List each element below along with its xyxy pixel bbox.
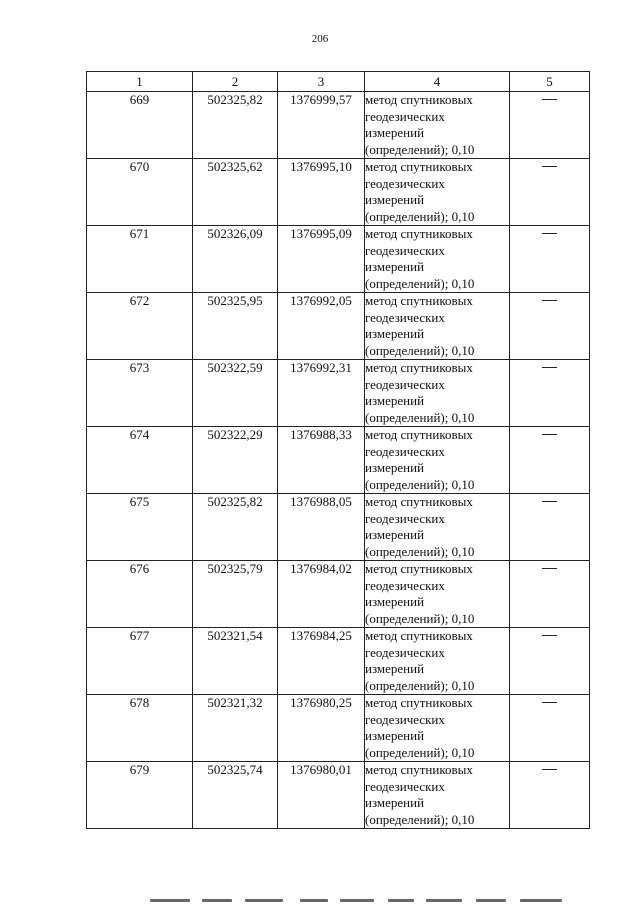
method-description-line: измерений bbox=[365, 527, 425, 542]
x-coordinate-cell: 502325,74 bbox=[193, 762, 278, 829]
method-description-cell bbox=[365, 561, 510, 628]
dash-mark bbox=[542, 300, 557, 301]
note-cell bbox=[510, 360, 590, 427]
method-description-line: геодезических bbox=[365, 175, 445, 191]
table-row bbox=[87, 695, 590, 762]
y-coordinate-cell: 1376995,09 bbox=[278, 226, 365, 293]
dash-mark bbox=[542, 434, 557, 435]
method-description-line: (определений); 0,10 bbox=[365, 141, 475, 157]
method-description-line: метод спутниковых bbox=[365, 427, 473, 442]
method-description-cell bbox=[365, 293, 510, 360]
method-description-line: метод спутниковых bbox=[365, 226, 473, 241]
method-description-line: (определений); 0,10 bbox=[365, 342, 475, 358]
point-number-cell: 675 bbox=[87, 494, 193, 561]
coordinates-table bbox=[86, 71, 590, 829]
note-cell bbox=[510, 427, 590, 494]
method-description-line: измерений bbox=[365, 393, 425, 408]
method-description-line: (определений); 0,10 bbox=[365, 610, 475, 626]
method-description-line: геодезических bbox=[365, 242, 445, 258]
note-cell bbox=[510, 92, 590, 159]
method-description-line: (определений); 0,10 bbox=[365, 744, 475, 760]
table-row bbox=[87, 494, 590, 561]
x-coordinate-cell: 502325,79 bbox=[193, 561, 278, 628]
method-description-line: измерений bbox=[365, 460, 425, 475]
y-coordinate-cell: 1376995,10 bbox=[278, 159, 365, 226]
method-description-line: измерений bbox=[365, 259, 425, 274]
point-number-cell: 673 bbox=[87, 360, 193, 427]
method-description-line: метод спутниковых bbox=[365, 293, 473, 308]
method-description-line: геодезических bbox=[365, 510, 445, 526]
method-description-line: метод спутниковых bbox=[365, 762, 473, 777]
method-description-line: измерений bbox=[365, 795, 425, 810]
method-description-line: геодезических bbox=[365, 443, 445, 459]
table-row bbox=[87, 293, 590, 360]
point-number-cell: 678 bbox=[87, 695, 193, 762]
method-description-cell bbox=[365, 427, 510, 494]
dash-mark bbox=[542, 166, 557, 167]
table-row bbox=[87, 92, 590, 159]
y-coordinate-cell: 1376984,02 bbox=[278, 561, 365, 628]
point-number-cell: 671 bbox=[87, 226, 193, 293]
table-row bbox=[87, 628, 590, 695]
y-coordinate-cell: 1376980,25 bbox=[278, 695, 365, 762]
table-header-row bbox=[87, 72, 590, 92]
method-description-line: (определений); 0,10 bbox=[365, 476, 475, 492]
table-row bbox=[87, 226, 590, 293]
note-cell bbox=[510, 695, 590, 762]
method-description-line: геодезических bbox=[365, 577, 445, 593]
table-row bbox=[87, 762, 590, 829]
note-cell bbox=[510, 561, 590, 628]
method-description-cell bbox=[365, 226, 510, 293]
method-description-line: (определений); 0,10 bbox=[365, 409, 475, 425]
method-description-line: геодезических bbox=[365, 778, 445, 794]
method-description-line: метод спутниковых bbox=[365, 494, 473, 509]
table-row bbox=[87, 159, 590, 226]
column-header-4: 4 bbox=[365, 72, 510, 92]
x-coordinate-cell: 502321,32 bbox=[193, 695, 278, 762]
dash-mark bbox=[542, 233, 557, 234]
point-number-cell: 677 bbox=[87, 628, 193, 695]
point-number-cell: 679 bbox=[87, 762, 193, 829]
dash-mark bbox=[542, 367, 557, 368]
method-description-line: (определений); 0,10 bbox=[365, 208, 475, 224]
method-description-cell bbox=[365, 159, 510, 226]
method-description-line: измерений bbox=[365, 326, 425, 341]
point-number-cell: 676 bbox=[87, 561, 193, 628]
note-cell bbox=[510, 762, 590, 829]
x-coordinate-cell: 502326,09 bbox=[193, 226, 278, 293]
method-description-line: (определений); 0,10 bbox=[365, 275, 475, 291]
y-coordinate-cell: 1376988,05 bbox=[278, 494, 365, 561]
scan-artifact bbox=[150, 899, 590, 904]
method-description-line: метод спутниковых bbox=[365, 159, 473, 174]
note-cell bbox=[510, 226, 590, 293]
dash-mark bbox=[542, 501, 557, 502]
y-coordinate-cell: 1376992,05 bbox=[278, 293, 365, 360]
method-description-line: геодезических bbox=[365, 108, 445, 124]
y-coordinate-cell: 1376984,25 bbox=[278, 628, 365, 695]
column-header-1: 1 bbox=[87, 72, 193, 92]
x-coordinate-cell: 502325,62 bbox=[193, 159, 278, 226]
method-description-line: измерений bbox=[365, 661, 425, 676]
x-coordinate-cell: 502322,29 bbox=[193, 427, 278, 494]
method-description-cell bbox=[365, 695, 510, 762]
note-cell bbox=[510, 494, 590, 561]
method-description-line: метод спутниковых bbox=[365, 92, 473, 107]
point-number-cell: 669 bbox=[87, 92, 193, 159]
point-number-cell: 670 bbox=[87, 159, 193, 226]
note-cell bbox=[510, 293, 590, 360]
note-cell bbox=[510, 628, 590, 695]
y-coordinate-cell: 1376980,01 bbox=[278, 762, 365, 829]
point-number-cell: 672 bbox=[87, 293, 193, 360]
x-coordinate-cell: 502325,95 bbox=[193, 293, 278, 360]
x-coordinate-cell: 502322,59 bbox=[193, 360, 278, 427]
table-row bbox=[87, 360, 590, 427]
table-row bbox=[87, 427, 590, 494]
method-description-line: геодезических bbox=[365, 711, 445, 727]
method-description-line: геодезических bbox=[365, 309, 445, 325]
method-description-line: измерений bbox=[365, 728, 425, 743]
dash-mark bbox=[542, 99, 557, 100]
dash-mark bbox=[542, 568, 557, 569]
method-description-line: метод спутниковых bbox=[365, 628, 473, 643]
y-coordinate-cell: 1376999,57 bbox=[278, 92, 365, 159]
method-description-cell bbox=[365, 494, 510, 561]
y-coordinate-cell: 1376992,31 bbox=[278, 360, 365, 427]
method-description-cell bbox=[365, 360, 510, 427]
method-description-line: измерений bbox=[365, 594, 425, 609]
method-description-cell bbox=[365, 762, 510, 829]
method-description-line: метод спутниковых bbox=[365, 360, 473, 375]
method-description-line: измерений bbox=[365, 125, 425, 140]
method-description-line: метод спутниковых bbox=[365, 695, 473, 710]
x-coordinate-cell: 502325,82 bbox=[193, 494, 278, 561]
method-description-cell bbox=[365, 628, 510, 695]
dash-mark bbox=[542, 702, 557, 703]
dash-mark bbox=[542, 769, 557, 770]
column-header-2: 2 bbox=[193, 72, 278, 92]
method-description-line: (определений); 0,10 bbox=[365, 543, 475, 559]
page-number: 206 bbox=[311, 33, 329, 45]
point-number-cell: 674 bbox=[87, 427, 193, 494]
dash-mark bbox=[542, 635, 557, 636]
method-description-line: геодезических bbox=[365, 644, 445, 660]
method-description-line: метод спутниковых bbox=[365, 561, 473, 576]
column-header-3: 3 bbox=[278, 72, 365, 92]
method-description-line: (определений); 0,10 bbox=[365, 811, 475, 827]
x-coordinate-cell: 502321,54 bbox=[193, 628, 278, 695]
method-description-line: геодезических bbox=[365, 376, 445, 392]
note-cell bbox=[510, 159, 590, 226]
table-body bbox=[87, 92, 590, 829]
method-description-line: измерений bbox=[365, 192, 425, 207]
method-description-line: (определений); 0,10 bbox=[365, 677, 475, 693]
table-row bbox=[87, 561, 590, 628]
x-coordinate-cell: 502325,82 bbox=[193, 92, 278, 159]
column-header-5: 5 bbox=[510, 72, 590, 92]
method-description-cell bbox=[365, 92, 510, 159]
y-coordinate-cell: 1376988,33 bbox=[278, 427, 365, 494]
